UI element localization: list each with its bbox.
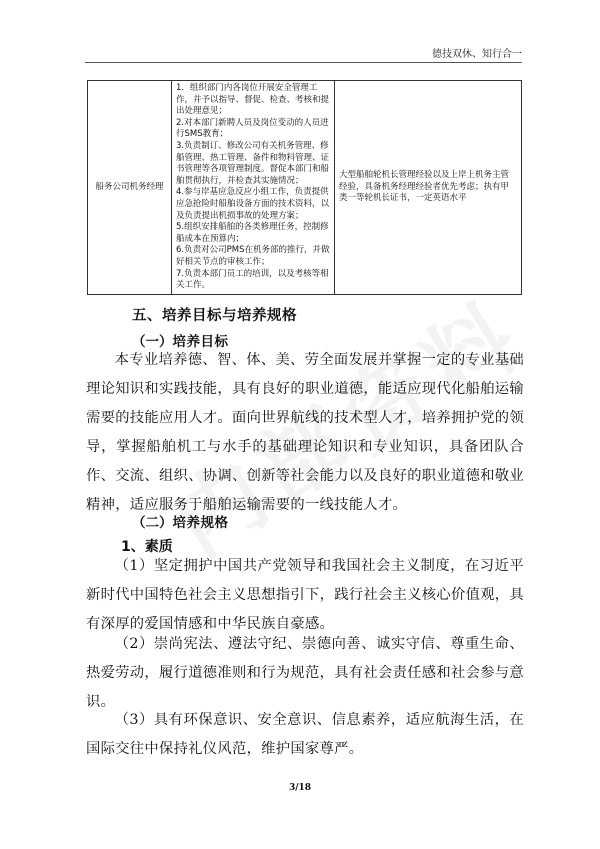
duty-item: 4.参与岸基应急反应小组工作，负责提供应急抢险时船舶设备方面的技术资料，以及负责提出机损事故的处理方案； — [176, 187, 330, 221]
duty-item: 7.负责本部门员工的培训，以及考核等相关工作。 — [176, 268, 329, 291]
duty-item: 3.负责制订、修改公司有关机务管理、修船管理、热工管理、备件和物料管理、证书管理等各项管理制度。督促本部门和船舶贯彻执行，并检查其实施情况； — [176, 140, 330, 186]
quality-heading: 1、素质 — [121, 539, 173, 555]
duties-cell — [172, 81, 335, 295]
quality-paragraph: （1）坚定拥护中国共产党领导和我国社会主义制度，在习近平新时代中国特色社会主义思想指引下，践行社会主义核心价值观，具有深厚的爱国情感和中华民族自豪感。 — [86, 558, 524, 632]
subsection-heading-specification — [132, 511, 229, 531]
duty-item: 2.对本部门新聘人员及岗位变动的人员进行SMS教育； — [176, 117, 329, 140]
duty-item: 1．组织部门内各岗位开展安全管理工作，并予以指导、督促、检查、考核和提出处理意见； — [176, 83, 330, 117]
subsection-title: 培养目标 — [172, 334, 229, 350]
header-rule — [85, 62, 522, 63]
subsection-number: （一） — [132, 334, 173, 350]
running-header: 德技双休、知行合一 — [432, 49, 522, 60]
page-number: 3/18 — [288, 783, 312, 793]
quality-paragraph: （2）崇尚宪法、遵法守纪、崇德向善、诚实守信、尊重生命、热爱劳动，履行道德准则和行为规范，具有社会责任感和社会参与意识。 — [86, 636, 524, 710]
job-table — [87, 80, 522, 295]
objective-paragraph: 本专业培养德、智、体、美、劳全面发展并掌握一定的专业基础理论知识和实践技能，具有良好的职业道德，能适应现代化船舶运输需要的技能应用人才。面向世界航线的技术型人才，培养拥护党的领导，掌握船舶机工与水手的基础理论知识和专业知识，具备团队合作、交流、组织、协调、创新等社会能力以及良好的职业道德和敬业精神，适应服务于船舶运输需要的一线技能人才。 — [86, 352, 524, 513]
quality-paragraph: （3）具有环保意识、安全意识、信息素养，适应航海生活，在国际交往中保持礼仪风范，维护国家尊严。 — [86, 712, 524, 757]
duty-item: 6.负责对公司PMS在机务部的推行，并做好相关节点的审核工作； — [176, 245, 330, 267]
requirements-cell: 大型船舶轮机长管理经验以及上岸上机务主管经验，具备机务经理经验者优先考虑；执有甲类一等轮机长证书，一定英语水平 — [335, 81, 522, 295]
duty-item: 5.组织安排船舶的各类修理任务，控制修船成本在预算内； — [176, 222, 329, 244]
section-heading: 五、培养目标与培养规格 — [132, 308, 297, 324]
subsection-title: 培养规格 — [172, 515, 229, 531]
table-row — [88, 81, 522, 295]
subsection-number: （二） — [132, 515, 173, 531]
role-cell: 船务公司机务经理 — [88, 81, 172, 295]
